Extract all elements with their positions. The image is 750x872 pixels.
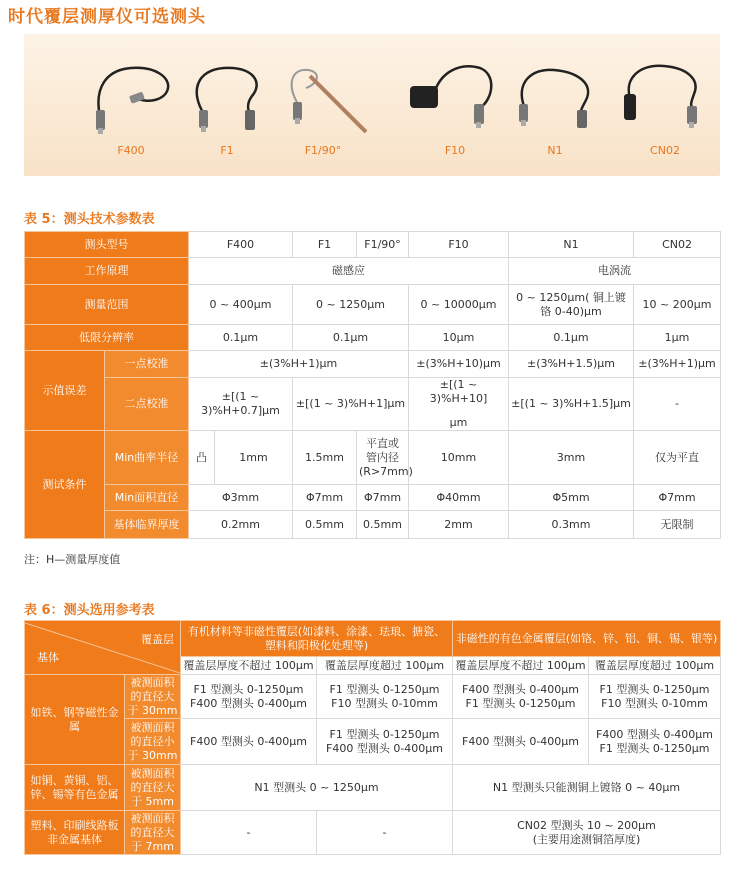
t6-cell: N1 型测头只能测铜上镀铬 0 ~ 40μm bbox=[453, 765, 721, 811]
t6-line: F1 型测头 0-1250μm bbox=[329, 682, 440, 696]
t5-h-crit-thick: 基体临界厚度 bbox=[105, 511, 189, 539]
t6-cell bbox=[589, 675, 721, 719]
table5-title: 表 5：测头技术参数表 bbox=[24, 212, 155, 227]
table6-title: 表 6：测头选用参考表 bbox=[24, 603, 155, 618]
t5-cell: 1.5mm bbox=[293, 431, 357, 485]
t5-model: F1/90° bbox=[357, 232, 409, 258]
probe-banner bbox=[24, 34, 720, 176]
t5-cell: Φ40mm bbox=[409, 485, 509, 511]
t5-cell: - bbox=[634, 378, 721, 431]
t6-corner-diagonal bbox=[25, 623, 180, 673]
probe-f190-image bbox=[278, 48, 368, 138]
t5-h-one-point: 一点校准 bbox=[105, 351, 189, 378]
t5-cell-line: 平直或 bbox=[366, 436, 400, 450]
t5-cell: 0.5mm bbox=[293, 511, 357, 539]
t5-h-two-point: 二点校准 bbox=[105, 378, 189, 431]
t6-cell: N1 型测头 0 ~ 1250μm bbox=[181, 765, 453, 811]
t5-cell: Φ5mm bbox=[509, 485, 634, 511]
t5-cell-line: (R>7mm) bbox=[359, 464, 413, 478]
probe-label-f1: F1 bbox=[220, 144, 234, 157]
probe-label-n1: N1 bbox=[547, 144, 563, 157]
t6-corner-coating: 覆盖层 bbox=[141, 632, 174, 646]
t5-cell: 1μm bbox=[634, 325, 721, 351]
probe-label-cn02: CN02 bbox=[650, 144, 680, 157]
probe-f10-image bbox=[410, 48, 500, 138]
t6-sub: 覆盖层厚度不超过 100μm bbox=[181, 657, 317, 675]
t6-cell bbox=[317, 675, 453, 719]
t5-cell: 0 ~ 400μm bbox=[189, 285, 293, 325]
t6-sub: 覆盖层厚度不超过 100μm bbox=[453, 657, 589, 675]
t5-model: N1 bbox=[509, 232, 634, 258]
t5-cell: ±[(1 ~ 3)%H+1]μm bbox=[293, 378, 409, 431]
t5-h-test-cond: 测试条件 bbox=[25, 431, 105, 539]
probe-f1-image bbox=[182, 48, 272, 138]
t5-cell: 0 ~ 10000μm bbox=[409, 285, 509, 325]
t5-h-model: 测头型号 bbox=[25, 232, 189, 258]
t6-line: F1 型测头 0-1250μm bbox=[329, 727, 440, 741]
t6-line: F400 型测头 0-400μm bbox=[326, 741, 443, 755]
t5-cell: 10mm bbox=[409, 431, 509, 485]
t5-cell: ±(3%H+1)μm bbox=[189, 351, 409, 378]
t6-sub: 覆盖层厚度超过 100μm bbox=[589, 657, 721, 675]
t5-h-error: 示值误差 bbox=[25, 351, 105, 431]
t6-line: F10 型测头 0-10mm bbox=[601, 696, 708, 710]
probe-label-f190: F1/90° bbox=[304, 144, 342, 157]
t6-group1: 有机材料等非磁性覆层(如漆料、涂漆、珐琅、搪瓷、塑料和阳极化处理等) bbox=[181, 621, 453, 657]
t6-cell: F400 型测头 0-400μm bbox=[181, 719, 317, 765]
t5-cell bbox=[357, 431, 413, 485]
t6-group2: 非磁性的有色金属覆层(如铬、锌、铝、铜、锡、银等) bbox=[453, 621, 721, 657]
t5-cell: ±(3%H+1.5)μm bbox=[509, 351, 634, 378]
t5-cell: Φ7mm bbox=[634, 485, 721, 511]
t5-cell: 10 ~ 200μm bbox=[634, 285, 721, 325]
t5-h-resolution: 低限分辨率 bbox=[25, 325, 189, 351]
table6 bbox=[24, 620, 721, 855]
t6-base-nonferrous: 如铜、黄铜、铝、锌、锡等有色金属 bbox=[25, 765, 125, 811]
t6-line: F400 型测头 0-400μm bbox=[596, 727, 713, 741]
t5-cell-line: 管内径 bbox=[366, 450, 400, 464]
t5-cell: 1mm bbox=[215, 431, 293, 485]
t6-cond: 被测面积的直径小于 30mm bbox=[125, 719, 181, 765]
t5-cell: 仅为平直 bbox=[634, 431, 721, 485]
t5-cell-line: ±[(1 ~ 3)%H+10] bbox=[429, 378, 488, 405]
probe-n1-image bbox=[510, 48, 600, 138]
t6-line: F1 型测头 0-1250μm bbox=[599, 682, 710, 696]
t5-principle-eddy: 电涡流 bbox=[509, 258, 721, 285]
t5-cell: 2mm bbox=[409, 511, 509, 539]
t5-cell: 0 ~ 1250μm( 铜上镀铬 0-40)μm bbox=[509, 285, 634, 325]
t6-line: F1 型测头 0-1250μm bbox=[599, 741, 710, 755]
t6-cell bbox=[317, 719, 453, 765]
t5-cell: 0.1μm bbox=[509, 325, 634, 351]
t5-principle-mag: 磁感应 bbox=[189, 258, 509, 285]
t5-cell: Φ3mm bbox=[189, 485, 293, 511]
table5-note: 注：H—测量厚度值 bbox=[24, 553, 121, 566]
t5-cell: ±(3%H+1)μm bbox=[634, 351, 721, 378]
t6-cell bbox=[453, 811, 721, 855]
t6-line: F1 型测头 0-1250μm bbox=[465, 696, 576, 710]
t6-line: CN02 型测头 10 ~ 200μm bbox=[517, 818, 656, 832]
t5-cell: 10μm bbox=[409, 325, 509, 351]
t6-cell bbox=[589, 719, 721, 765]
t6-line: (主要用途测铜箔厚度) bbox=[532, 832, 641, 846]
t6-cell: - bbox=[181, 811, 317, 855]
t5-h-principle: 工作原理 bbox=[25, 258, 189, 285]
t5-cell: 0.3mm bbox=[509, 511, 634, 539]
t5-cell: 3mm bbox=[509, 431, 634, 485]
t6-base-magnetic: 如铁、钢等磁性金属 bbox=[25, 675, 125, 765]
table5 bbox=[24, 231, 721, 539]
t5-cell: 无限制 bbox=[634, 511, 721, 539]
t6-cond: 被测面积的直径大于 7mm bbox=[125, 811, 181, 855]
t5-model: F1 bbox=[293, 232, 357, 258]
t5-h-min-curve: Min曲率半径 bbox=[105, 431, 189, 485]
t5-cell: ±(3%H+10)μm bbox=[409, 351, 509, 378]
t5-model: F10 bbox=[409, 232, 509, 258]
t5-cell: ±[(1 ~ 3)%H+0.7]μm bbox=[189, 378, 293, 431]
t5-cell: ±[(1 ~ 3)%H+1.5]μm bbox=[509, 378, 634, 431]
t5-cell: Φ7mm bbox=[357, 485, 409, 511]
t5-model: F400 bbox=[189, 232, 293, 258]
t6-corner-base: 基体 bbox=[37, 650, 59, 664]
probe-label-f10: F10 bbox=[444, 144, 466, 157]
t5-cell: Φ7mm bbox=[293, 485, 357, 511]
probe-label-f400: F400 bbox=[117, 144, 145, 157]
t5-h-range: 测量范围 bbox=[25, 285, 189, 325]
t5-cell: 0.5mm bbox=[357, 511, 409, 539]
page-title: 时代覆层测厚仪可选测头 bbox=[8, 7, 206, 27]
t5-cell bbox=[409, 378, 509, 431]
t6-line: F10 型测头 0-10mm bbox=[331, 696, 438, 710]
t6-cond: 被测面积的直径大于 5mm bbox=[125, 765, 181, 811]
t6-cell: - bbox=[317, 811, 453, 855]
t5-cell: 0.1μm bbox=[189, 325, 293, 351]
t6-cell: F400 型测头 0-400μm bbox=[453, 719, 589, 765]
t6-corner bbox=[25, 621, 181, 675]
t6-base-nonmetal: 塑料、印刷线路板非金属基体 bbox=[25, 811, 125, 855]
probe-f400-image bbox=[86, 48, 176, 138]
t6-sub: 覆盖层厚度超过 100μm bbox=[317, 657, 453, 675]
t5-cell: 0.2mm bbox=[189, 511, 293, 539]
t5-model: CN02 bbox=[634, 232, 721, 258]
t5-cell-line: μm bbox=[449, 416, 468, 429]
t5-convex: 凸 bbox=[189, 431, 215, 485]
t6-line: F1 型测头 0-1250μm bbox=[193, 682, 304, 696]
t6-cond: 被测面积的直径大于 30mm bbox=[125, 675, 181, 719]
t5-cell: 0.1μm bbox=[293, 325, 409, 351]
t6-cell bbox=[453, 675, 589, 719]
t5-cell: 0 ~ 1250μm bbox=[293, 285, 409, 325]
t5-h-min-area: Min面积直径 bbox=[105, 485, 189, 511]
t6-cell bbox=[181, 675, 317, 719]
t6-line: F400 型测头 0-400μm bbox=[462, 682, 579, 696]
t6-line: F400 型测头 0-400μm bbox=[190, 696, 307, 710]
probe-cn02-image bbox=[620, 48, 710, 138]
